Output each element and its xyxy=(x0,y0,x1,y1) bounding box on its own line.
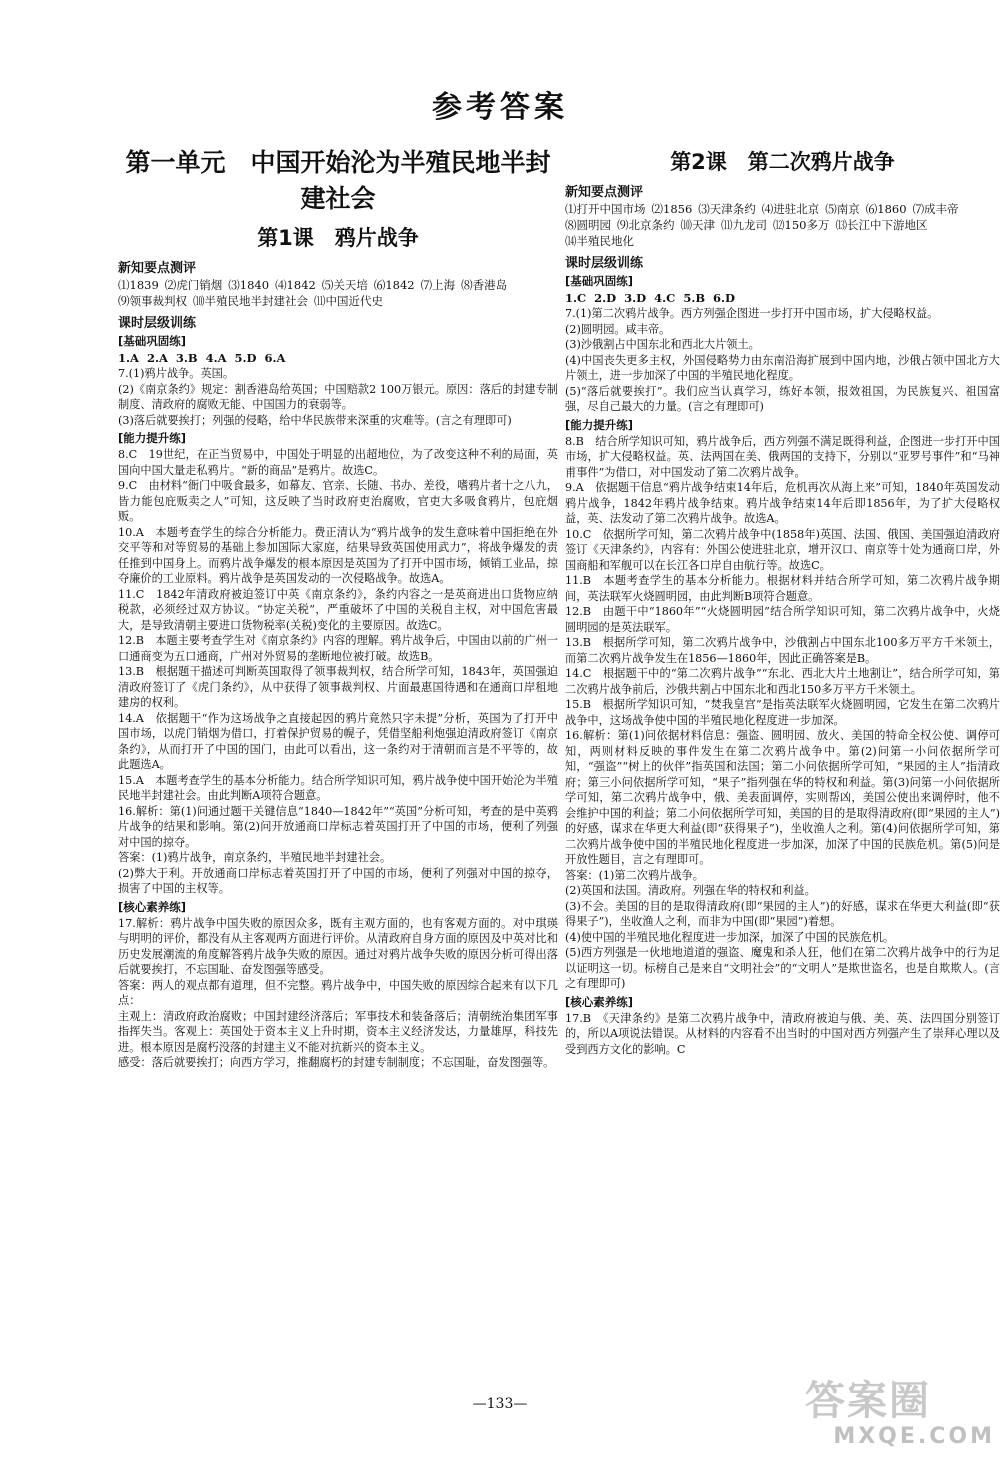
training-heading: 课时层级训练 xyxy=(118,316,197,331)
answer-paragraph: 11.C 1842年清政府被迫签订中英《南京条约》，条约内容之一是英商进出口货物应纳税款，必须经过双方协议。“协定关税”，严重破坏了中国的关税自主权，对中国危害最大，是导致清朝主要进口货物税率(关税)变化的主要原因。故选C。 xyxy=(118,587,558,632)
answer-paragraph: 10.A 本题考查学生的综合分析能力。费正清认为“鸦片战争的发生意味着中国拒绝在外交平等和对等贸易的基础上参加国际大家庭，结果导致英国使用武力”，将战争爆发的责任推到中国身上。而鸦片战争爆发的根本原因是英国为了打开中国市场，倾销工业品，掠夺廉价的工业原料。鸦片战争是英国发动的一次侵略战争。故选A。 xyxy=(118,525,558,585)
answer-paragraph: 15.B 根据所学知识可知，“焚我皇宫”是指英法联军火烧圆明园，它发生在第二次鸦片战争中，这场战争使中国的半殖民地化程度进一步加深。 xyxy=(565,698,1000,727)
answer-paragraph: (2)圆明园。咸丰帝。 xyxy=(565,322,671,336)
kp-item: ⑻香港岛 xyxy=(461,278,508,292)
answer-paragraph: 8.C 19世纪，在正当贸易中，中国处于明显的出超地位，为了改变这种不利的局面，英国向中国大量走私鸦片。“新的商品”是鸦片。故选C。 xyxy=(118,448,558,477)
answer-paragraph: 11.B 本题考查学生的基本分析能力。根据材料并结合所学可知，第二次鸦片战争期间，英法联军火烧圆明园，由此判断B项符合题意。 xyxy=(565,574,1000,603)
kp-item: ⑽半殖民地半封建社会 xyxy=(193,294,308,308)
answer-paragraph: (3)沙俄割占中国东北和西北大片领土。 xyxy=(565,338,760,351)
basic-answers xyxy=(565,290,1000,306)
page-title: 参考答案 xyxy=(432,90,568,125)
kp-item: ⑼北京条约 xyxy=(617,218,675,232)
answer-paragraph: (2)英国和法国。清政府。列强在华的特权和利益。 xyxy=(565,884,816,897)
core-heading: [核心素养练] xyxy=(118,899,187,914)
answer: 1.C xyxy=(565,291,587,305)
right-column xyxy=(565,145,1000,1410)
answer-paragraph: 7.(1)第二次鸦片战争。西方列强企图进一步打开中国市场，扩大侵略权益。 xyxy=(565,307,939,320)
kp-item: ⑷进驻北京 xyxy=(761,202,820,216)
answer: 2.D xyxy=(594,291,617,305)
kp-item: ⑴打开中国市场 xyxy=(565,202,646,216)
answer: 3.D xyxy=(624,291,647,305)
watermark-logo xyxy=(805,1378,995,1466)
answer: 3.B xyxy=(175,351,198,365)
answer: 6.D xyxy=(713,291,736,305)
answer-paragraph: 答案：(1)鸦片战争，南京条约，半殖民地半封建社会。 xyxy=(118,851,392,864)
answer-paragraph: (4)中国丧失更多主权，外国侵略势力由东南沿海扩展到中国内地，沙俄占领中国北方大片领土，进一步加深了中国的半殖民地化程度。 xyxy=(565,353,1000,382)
answer-paragraph: 感受：落后就要挨打；向西方学习，推翻腐朽的封建专制制度；不忘国耻，奋发图强等。 xyxy=(118,1056,555,1069)
kp-item: ⑵1856 xyxy=(651,202,693,216)
basic-heading: [基础巩固练] xyxy=(118,334,187,348)
kp-item: ⑹1842 xyxy=(373,278,415,292)
ability-heading: [能力提升练] xyxy=(565,417,634,432)
kp-item: ⒁半殖民地化 xyxy=(565,234,634,248)
answer-paragraph: (4)使中国的半殖民地化程度进一步加深，加深了中国的民族危机。 xyxy=(565,930,895,944)
kp-item: ⑾九龙司 xyxy=(721,218,767,232)
answer-paragraph: (2)弊大于利。开放通商口岸标志着英国打开了中国的市场，便利了列强对中国的掠夺，损害了中国的主权等。 xyxy=(118,866,558,895)
answer: 5.B xyxy=(683,291,706,305)
training-heading: 课时层级训练 xyxy=(565,256,644,271)
kp-item: ⑸关天培 xyxy=(321,278,368,292)
kp-heading: 新知要点测评 xyxy=(565,185,644,200)
kp-list xyxy=(118,277,558,309)
kp-heading: 新知要点测评 xyxy=(118,261,197,276)
answer-paragraph: (3)落后就要挨打；列强的侵略，给中华民族带来深重的灾难等。(言之有理即可) xyxy=(118,413,512,427)
kp-item: ⑾中国近代史 xyxy=(314,294,383,308)
kp-item: ⑷1842 xyxy=(275,278,316,292)
kp-list xyxy=(565,201,1000,249)
answer: 5.D xyxy=(234,351,257,365)
basic-heading: [基础巩固练] xyxy=(565,274,634,288)
left-column xyxy=(118,145,558,1410)
watermark-text: 答案圈 xyxy=(805,1378,931,1424)
kp-item: ⑻圆明园 xyxy=(565,218,611,232)
answer-paragraph: (5)“落后就要挨打”。我们应当认真学习，练好本领，报效祖国，为民族复兴、祖国富强，尽自己最大的力量。(言之有理即可) xyxy=(565,384,1000,413)
answer-paragraph: 8.B 结合所学知识可知，鸦片战争后，西方列强不满足既得利益，企图进一步打开中国市场，扩大侵略权益。英、法两国在美、俄两国的支持下，分别以“亚罗号事件”和“马神甫事件”为借口，对中国发动了第二次鸦片战争。 xyxy=(565,434,1000,479)
answer-paragraph: 14.C 根据题干中的“第二次鸦片战争”“东北、西北大片土地割让”，结合所学可知，第二次鸦片战争前后，沙俄共割占中国东北和西北150多万平方千米领土。 xyxy=(565,667,1000,696)
kp-item: ⑵虎门销烟 xyxy=(164,278,223,292)
kp-item: ⑺上海 xyxy=(420,278,456,292)
lesson-1-title: 第1课 鸦片战争 xyxy=(257,226,419,250)
answer: 4.C xyxy=(654,291,676,305)
answer-paragraph: 9.C 由材料“衙门中吸食最多，如幕友、官亲、长随、书办、差役，嗜鸦片者十之八九，皆力能包庇贩卖之人”可知，这反映了当时政府吏治腐败，官吏大多吸食鸦片，包庇烟贩。 xyxy=(118,479,558,523)
answer-paragraph: 12.B 本题主要考查学生对《南京条约》内容的理解。鸦片战争后，中国由以前的广州一口通商变为五口通商，广州对外贸易的垄断地位被打破。故选B。 xyxy=(118,634,558,663)
answer-paragraph: 16.解析：第(1)问通过题干关键信息“1840—1842年”“英国”分析可知，考查的是中英鸦片战争的结果和影响。第(2)问开放通商口岸标志着英国打开了中国的市场，便利了列强对中国的掠夺。 xyxy=(118,804,558,849)
answer-paragraph: 16.解析：第(1)问依据材料信息：强盗、圆明园、放火、美国的特命全权公使、调停可知，两则材料反映的事件发生在第二次鸦片战争中。第(2)问第一小问依据所学可知，“强盗”“树上的伙伴”指英国和法国；第二小问依据所学可知，“果园的主人”指清政府；第三小问依据所学可知，“果子”指列强在华的特权和利益。第(3)问第一小问依据所学可知，第二次鸦片战争中，俄、美表面调停，实则帮凶，美国公使出来调停时，他不会维护中国的利益；第二小问依据所学可知，美国的目的是取得清政府(即“果园的主人”)的好感，谋求在华更大利益(即“获得果子”)，坐收渔人之利。第(4)问依据所学可知，第二次鸦片战争使中国的半殖民地化程度进一步加深，加深了中国的民族危机。第(5)问是开放性题目，言之有理即可。 xyxy=(565,729,1000,866)
answer-paragraph: 17.B 《天津条约》是第二次鸦片战争中，清政府被迫与俄、美、英、法四国分别签订的，所以A项说法错误。从材料的内容看不出当时的中国对西方列强产生了崇拜心理以及受到西方文化的影响。C xyxy=(565,1011,1000,1056)
answer-paragraph: 7.(1)鸦片战争。英国。 xyxy=(118,367,235,380)
kp-item: ⑶1840 xyxy=(228,278,270,292)
core-heading: [核心素养练] xyxy=(565,994,634,1009)
answer-paragraph: 10.C 依据所学可知，第二次鸦片战争中(1858年)英国、法国、俄国、美国强迫清政府签订《天津条约》，内容有：外国公使进驻北京，增开汉口、南京等十处为通商口岸，外国商船和军舰可以在长江各口岸自由航行等。故选C。 xyxy=(565,527,1000,572)
answer-paragraph: 13.B 根据所学可知，第二次鸦片战争中，沙俄割占中国东北100多万平方千米领土，而第二次鸦片战争发生在1856—1860年，因此正确答案是B。 xyxy=(565,636,1000,665)
answer-paragraph: 12.B 由题干中“1860年”“火烧圆明园”结合所学知识可知，第二次鸦片战争中，火烧圆明园的是英法联军。 xyxy=(565,605,1000,634)
unit-title: 第一单元 中国开始沦为半殖民地半封建社会 xyxy=(125,148,551,213)
kp-item: ⑿150多万 xyxy=(773,218,830,232)
kp-item: ⑹1860 xyxy=(865,202,907,216)
kp-item: ⑺成丰帝 xyxy=(912,202,959,216)
answer: 4.A xyxy=(205,351,227,365)
kp-item: ⑽天津 xyxy=(680,218,715,232)
answer-paragraph: 答案：两人的观点都有道理，但不完整。鸦片战争中，中国失败的原因综合起来有以下几点： xyxy=(118,978,558,1007)
answer: 2.A xyxy=(146,351,168,365)
answer-paragraph: 17.解析：鸦片战争中国失败的原因众多，既有主观方面的，也有客观方面的。对中琪瑛与明明的评价，都没有从主客观两方面进行评价。从清政府自身方面的原因及中英对比和历史发展潮流的角度解答鸦片战争失败的原因。通过对鸦片战争失败的原因分析可得出落后就要挨打，不忘国耻、奋发图强等感受。 xyxy=(118,916,558,976)
kp-item: ⒀长江中下游地区 xyxy=(835,218,928,232)
answer-paragraph: 9.A 依据题干信息“鸦片战争结束14年后，危机再次从海上来”可知，1840年英国发动鸦片战争，1842年鸦片战争结束。鸦片战争结束14年后即1856年，为了扩大侵略权益，英、法发动了第二次鸦片战争。故选A。 xyxy=(565,481,1000,525)
answer-paragraph: 主观上：清政府政治腐败；中国封建经济落后；军事技术和装备落后；清朝统治集团军事指挥失当。客观上：英国处于资本主义上升时期，资本主义经济发达，力量雄厚，科技先进。根本原因是腐朽没落的封建主义不能对抗新兴的资本主义。 xyxy=(118,1009,558,1054)
answer-paragraph: (5)西方列强是一伙地地道道的强盗、魔鬼和杀人狂，他们在第二次鸦片战争中的行为足以证明这一切。标榜自己是来自“文明社会”的“文明人”是欺世盗名，也是自欺欺人。(言之有理即可) xyxy=(565,946,1000,990)
answer-paragraph: (3)不会。美国的目的是取得清政府(即“果园的主人”)的好感，谋求在华更大利益(即“获得果子”)，坐收渔人之利，而非为中国(即“果园”)着想。 xyxy=(565,899,1000,928)
answer-paragraph: 答案：(1)第二次鸦片战争。 xyxy=(565,868,704,882)
kp-item: ⑸南京 xyxy=(825,202,860,216)
answer-paragraph: 14.A 依据题干“作为这场战争之直接起因的鸦片竟然只字未提”分析，英国为了打开中国市场，以虎门销烟为借口，打着保护贸易的幌子，凭借坚船利炮强迫清政府签订《南京条约》，从而打开了中国的国门，由此可以看出，这一条约对于清朝而言是不平等的，故此题选A。 xyxy=(118,711,558,771)
answer-paragraph: (2)《南京条约》规定：割香港岛给英国；中国赔款2 100万银元。原因：落后的封建专制制度、清政府的腐败无能、中国国力的衰弱等。 xyxy=(118,382,558,411)
kp-item: ⑼领事裁判权 xyxy=(118,294,187,308)
answer-paragraph: 15.A 本题考查学生的基本分析能力。结合所学知识可知，鸦片战争使中国开始沦为半殖民地半封建社会。由此判断A项符合题意。 xyxy=(118,773,558,802)
answer-paragraph: 13.B 根据题干描述可判断英国取得了领事裁判权，结合所学可知，1843年，英国强迫清政府签订了《虎门条约》，从中获得了领事裁判权、片面最惠国待遇和在通商口岸租地建房的权利。 xyxy=(118,665,558,709)
watermark-url: MXQE.COM xyxy=(833,1424,995,1449)
page-number: —133— xyxy=(472,1396,528,1412)
lesson-2-title: 第2课 第二次鸦片战争 xyxy=(670,150,895,174)
ability-heading: [能力提升练] xyxy=(118,431,187,445)
answer: 1.A xyxy=(118,351,139,365)
answer: 6.A xyxy=(264,351,286,365)
kp-item: ⑶天津条约 xyxy=(698,202,756,216)
kp-item: ⑴1839 xyxy=(118,278,159,292)
basic-answers xyxy=(118,350,558,366)
